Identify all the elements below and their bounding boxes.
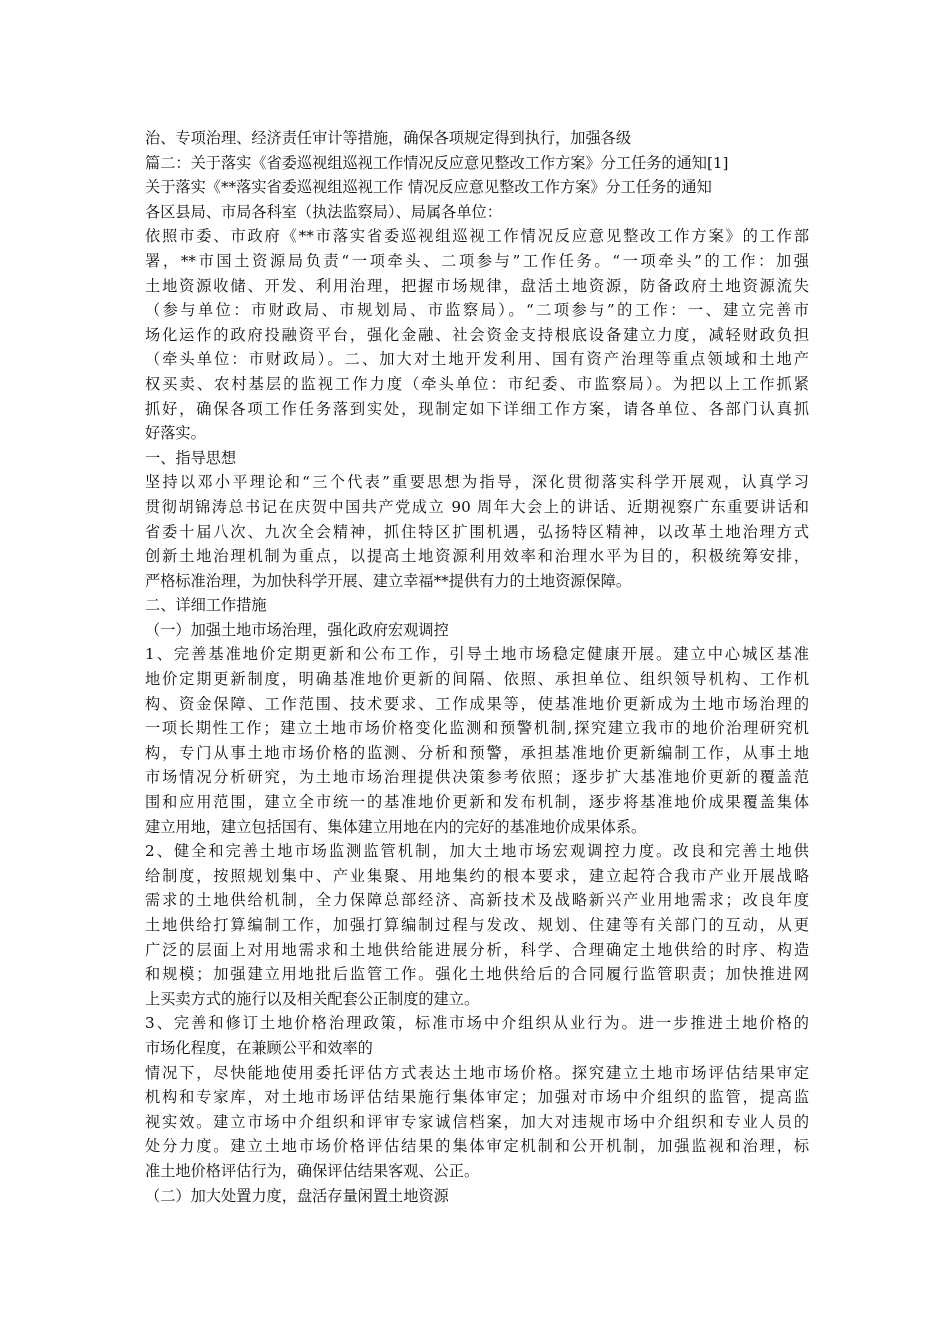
text-line: （参与单位：市财政局、市规划局、市监察局）。“二项参与”的工作：一、建立完善市 [145,301,809,320]
text-line: 构、资金保障、工作范围、技术要求、工作成果等，使基准地价更新成为土地市场治理的 [145,694,809,713]
text-line: 需求的土地供给机制，全力保障总部经济、高新技术及战略新兴产业用地需求；改良年度 [145,891,809,910]
text-line: 土地资源收储、开发、利用治理，把握市场规律，盘活土地资源，防备政府土地资源流失 [145,276,809,295]
text-line: 市场情况分析研究，为土地市场治理提供决策参考依照；逐步扩大基准地价更新的覆盖范 [145,768,809,787]
text-line: 权买卖、农村基层的监视工作力度（牵头单位：市纪委、市监察局）。为把以上工作抓紧 [145,374,809,393]
text-line: 依照市委、市政府《**市落实省委巡视组巡视工作情况反应意见整改工作方案》的工作部 [145,227,809,246]
text-line: 围和应用范围，建立全市统一的基准地价更新和发布机制，逐步将基准地价成果覆盖集体 [145,793,809,812]
text-line: 构，专门从事土地市场价格的监测、分析和预警，承担基准地价更新编制工作，从事土地 [145,743,809,762]
text-line: 治、专项治理、经济责任审计等措施，确保各项规定得到执行，加强各级 [145,129,631,147]
text-line: 准土地价格评估行为，确保评估结果客观、公正。 [145,1161,480,1180]
text-line: 机构和专家库，对土地市场评估结果施行集体审定；加强对市场中介组织的监管，提高监 [145,1088,809,1107]
text-line: 2、健全和完善土地市场监测监管机制，加大土地市场宏观调控力度。改良和完善土地供 [145,842,809,861]
text-line: 各区县局、市局各科室（执法监察局）、局属各单位： [145,202,502,221]
text-line: 3、完善和修订土地价格治理政策，标准市场中介组织从业行为。进一步推进土地价格的 [145,1014,809,1033]
text-line: 篇二：关于落实《省委巡视组巡视工作情况反应意见整改工作方案》分工任务的通知[1] [145,153,729,172]
text-line: 上买卖方式的施行以及相关配套公正制度的建立。 [145,989,480,1008]
text-line: 二、详细工作措施 [145,596,267,615]
text-line: 抓好，确保各项工作任务落到实处，现制定如下详细工作方案，请各单位、各部门认真抓 [145,399,809,418]
text-line: 情况下，尽快能地使用委托评估方式表达土地市场价格。探究建立土地市场评估结果审定 [145,1063,809,1082]
text-line: 和规模；加强建立用地批后监管工作。强化土地供给后的合同履行监管职责；加快推进网 [145,965,809,984]
text-line: （牵头单位：市财政局）。二、加大对土地开发利用、国有资产治理等重点领域和土地产 [145,350,809,369]
text-line: 一、指导思想 [145,448,237,467]
text-line: 土地供给打算编制工作，加强打算编制过程与发改、规划、住建等有关部门的互动，从更 [145,916,809,934]
text-line: 处分力度。建立土地市场价格评估结果的集体审定机制和公开机制，加强监视和治理，标 [145,1137,809,1156]
text-line: 关于落实《**落实省委巡视组巡视工作 情况反应意见整改工作方案》分工任务的通知 [145,178,712,197]
text-line: 创新土地治理机制为重点，以提高土地资源利用效率和治理水平为目的，积极统筹安排， [145,547,809,566]
text-line: 场化运作的政府投融资平台，强化金融、社会资金支持根底设备建立力度，减轻财政负担 [145,325,809,344]
text-line: （一）加强土地市场治理，强化政府宏观调控 [145,620,449,639]
text-line: 市场化程度，在兼顾公平和效率的 [145,1038,373,1057]
text-line: 1、完善基准地价定期更新和公布工作，引导土地市场稳定健康开展。建立中心城区基准 [145,645,809,664]
text-line: 贯彻胡锦涛总书记在庆贺中国共产党成立 90 周年大会上的讲话、近期视察广东重要讲话和 [145,497,809,516]
text-line: 一项长期性工作；建立土地市场价格变化监测和预警机制,探究建立我市的地价治理研究机 [145,719,809,738]
text-line: 给制度，按照规划集中、产业集聚、用地集约的根本要求，建立起符合我市产业开展战略 [145,866,809,885]
text-line: 广泛的层面上对用地需求和土地供给能进展分析，科学、合理确定土地供给的时序、构造 [145,940,809,959]
text-line: 省委十届八次、九次全会精神，抓住特区扩围机遇，弘扬特区精神，以改革土地治理方式 [145,522,809,541]
text-line: 视实效。建立市场中介组织和评审专家诚信档案，加大对违规市场中介组织和专业人员的 [145,1112,809,1131]
text-line: 建立用地，建立包括国有、集体建立用地在内的完好的基准地价成果体系。 [145,817,647,836]
text-line: 坚持以邓小平理论和“三个代表”重要思想为指导，深化贯彻落实科学开展观，认真学习 [145,473,809,492]
text-line: 地价定期更新制度，明确基准地价更新的间隔、依照、承担单位、组织领导机构、工作机 [145,670,809,689]
text-line: 署，**市国土资源局负责“一项牵头、二项参与”工作任务。“一项牵头”的工作：加强 [145,251,809,270]
text-line: 严格标准治理，为加快科学开展、建立幸福**提供有力的土地资源保障。 [145,571,631,590]
text-line: 好落实。 [145,424,206,443]
document-page [145,126,809,1208]
text-line: （二）加大处置力度，盘活存量闲置土地资源 [145,1186,449,1205]
